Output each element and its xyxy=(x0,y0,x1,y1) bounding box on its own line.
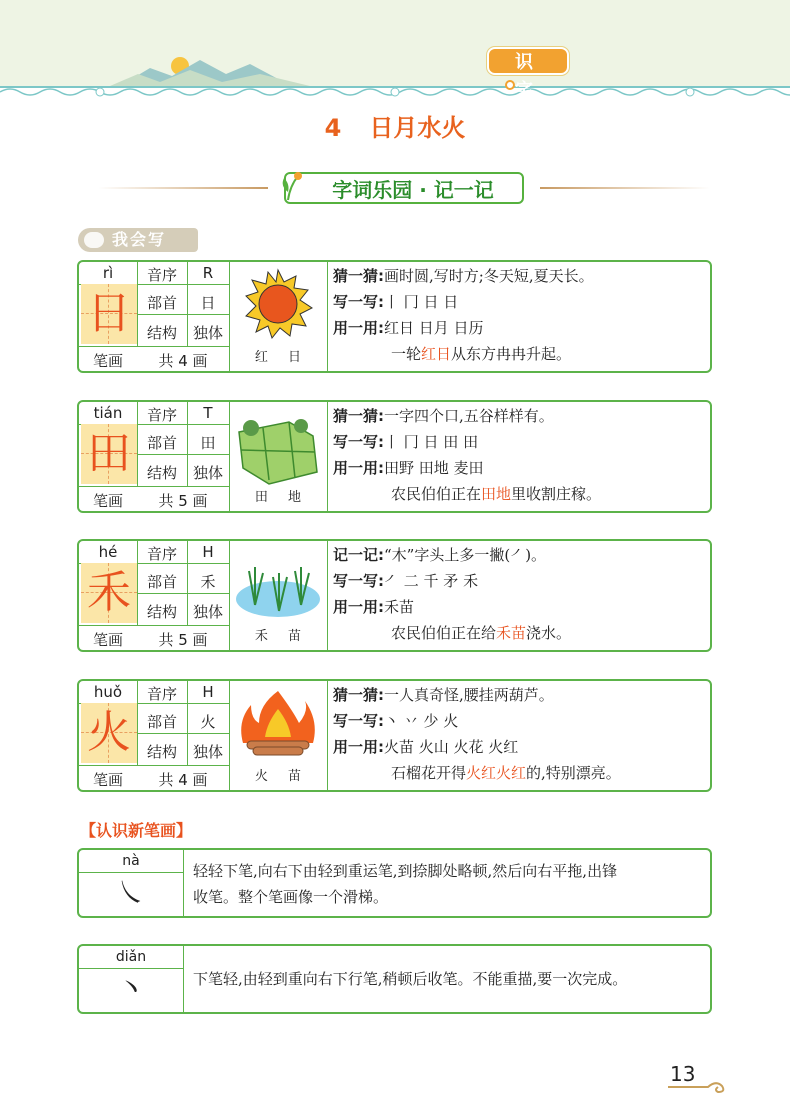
stroke-glyph: 丶 xyxy=(116,972,146,1007)
character-grid xyxy=(81,284,137,344)
yinxu-value: H xyxy=(202,543,214,561)
remember-label: 记一记: xyxy=(333,546,384,564)
example-sentence: 石榴花开得火红火红的,特别漂亮。 xyxy=(391,764,621,782)
bihua-value: 共 4 画 xyxy=(158,352,208,370)
pinyin: hé xyxy=(98,543,118,561)
bihua-value: 共 5 画 xyxy=(158,492,208,510)
example-sentence: 农民伯伯正在给禾苗浇水。 xyxy=(391,624,572,642)
guess-label: 猜一猜: xyxy=(333,267,384,285)
tag-pin-icon xyxy=(503,78,517,92)
page-number: 13 xyxy=(670,1062,696,1086)
picture-caption: 红 日 xyxy=(254,350,310,365)
label-bihua: 笔画 xyxy=(92,492,123,510)
character-card xyxy=(77,539,712,652)
yinxu-value: R xyxy=(202,264,214,282)
example-sentence: 一轮红日从东方冉冉升起。 xyxy=(391,345,572,363)
picture-caption: 火 苗 xyxy=(254,769,310,784)
guess-label: 猜一猜: xyxy=(333,407,384,425)
unit-tag: 识 字 xyxy=(487,47,569,75)
write-label: 写一写: xyxy=(333,433,384,451)
pinyin: rì xyxy=(102,264,114,282)
word-examples: 田野 田地 麦田 xyxy=(384,459,484,477)
label-bihua: 笔画 xyxy=(92,771,123,789)
label-yinxu: 音序 xyxy=(146,266,177,284)
word-examples: 火苗 火山 火花 火红 xyxy=(384,738,519,756)
character-card xyxy=(77,260,712,373)
label-jiegou: 结构 xyxy=(146,603,177,621)
stroke-order: 丶 丷 少 火 xyxy=(384,712,459,730)
subsection-label: 我会写 xyxy=(78,228,198,252)
new-strokes-heading: 【认识新笔画】 xyxy=(80,821,193,840)
lesson-title xyxy=(0,108,790,143)
pinyin: tián xyxy=(93,404,123,422)
guess-label: 猜一猜: xyxy=(333,686,384,704)
bushou-value: 火 xyxy=(200,713,216,731)
use-label: 用一用: xyxy=(333,738,384,756)
use-label: 用一用: xyxy=(333,319,384,337)
wave-border xyxy=(0,84,790,98)
character-grid xyxy=(81,424,137,484)
divider-right xyxy=(540,187,710,189)
header-band xyxy=(0,0,790,88)
picture-caption: 禾 苗 xyxy=(254,629,310,644)
label-bushou: 部首 xyxy=(146,713,177,731)
bushou-value: 日 xyxy=(200,294,216,312)
yinxu-value: T xyxy=(203,404,213,422)
character: 火 xyxy=(87,707,131,758)
lesson-name: 日月水火 xyxy=(369,114,466,142)
riddle-text: 一人真奇怪,腰挂两葫芦。 xyxy=(384,686,554,704)
character: 田 xyxy=(87,428,131,479)
character-card xyxy=(77,679,712,792)
section-banner: 字词乐园 · 记一记 xyxy=(284,172,524,204)
riddle-text: 画时圆,写时方;冬天短,夏天长。 xyxy=(384,267,594,285)
jiegou-value: 独体 xyxy=(192,324,223,342)
jiegou-value: 独体 xyxy=(192,464,223,482)
write-label: 写一写: xyxy=(333,712,384,730)
character: 禾 xyxy=(87,567,131,618)
page-ornament xyxy=(668,1078,732,1096)
stroke-pinyin: diǎn xyxy=(115,949,147,965)
riddle-text: 一字四个口,五谷样样有。 xyxy=(384,407,554,425)
stroke-card xyxy=(77,944,712,1014)
character-card xyxy=(77,400,712,513)
bihua-value: 共 4 画 xyxy=(158,771,208,789)
lesson-number: 4 xyxy=(324,114,342,142)
stroke-card xyxy=(77,848,712,918)
label-bushou: 部首 xyxy=(146,573,177,591)
character-grid xyxy=(81,703,137,763)
bushou-value: 禾 xyxy=(200,573,216,591)
label-bushou: 部首 xyxy=(146,434,177,452)
jiegou-value: 独体 xyxy=(192,603,223,621)
label-yinxu: 音序 xyxy=(146,406,177,424)
cloud-icon xyxy=(84,232,104,248)
pinyin: huǒ xyxy=(93,683,123,701)
word-examples: 禾苗 xyxy=(384,598,415,616)
picture-caption: 田 地 xyxy=(254,490,310,505)
stroke-description: 轻轻下笔,向右下由轻到重运笔,到捺脚处略顿,然后向右平拖,出锋 xyxy=(193,862,618,880)
example-sentence: 农民伯伯正在田地里收割庄稼。 xyxy=(391,485,602,503)
label-jiegou: 结构 xyxy=(146,743,177,761)
stroke-description: 收笔。整个笔画像一个滑梯。 xyxy=(193,888,389,906)
stroke-order: 丨 冂 日 日 xyxy=(384,293,459,311)
stroke-order: 丨 冂 日 田 田 xyxy=(384,433,479,451)
use-label: 用一用: xyxy=(333,598,384,616)
divider-left xyxy=(98,187,268,189)
character-grid xyxy=(81,563,137,623)
memory-tip: “木”字头上多一撇(㇒)。 xyxy=(384,546,547,564)
word-examples: 红日 日月 日历 xyxy=(384,319,484,337)
label-yinxu: 音序 xyxy=(146,545,177,563)
bushou-value: 田 xyxy=(200,434,216,452)
label-yinxu: 音序 xyxy=(146,685,177,703)
label-bushou: 部首 xyxy=(146,294,177,312)
label-bihua: 笔画 xyxy=(92,352,123,370)
yinxu-value: H xyxy=(202,683,214,701)
label-bihua: 笔画 xyxy=(92,631,123,649)
label-jiegou: 结构 xyxy=(146,464,177,482)
bihua-value: 共 5 画 xyxy=(158,631,208,649)
character: 日 xyxy=(87,288,131,339)
label-jiegou: 结构 xyxy=(146,324,177,342)
stroke-glyph: ㇏ xyxy=(116,876,146,911)
stroke-pinyin: nà xyxy=(122,853,140,869)
mountain-landscape-illustration xyxy=(0,0,790,88)
use-label: 用一用: xyxy=(333,459,384,477)
write-label: 写一写: xyxy=(333,572,384,590)
stroke-order: ㇒ 二 千 矛 禾 xyxy=(384,572,479,590)
write-label: 写一写: xyxy=(333,293,384,311)
jiegou-value: 独体 xyxy=(192,743,223,761)
flower-icon xyxy=(278,166,308,202)
stroke-description: 下笔轻,由轻到重向右下行笔,稍顿后收笔。不能重描,要一次完成。 xyxy=(193,970,628,988)
